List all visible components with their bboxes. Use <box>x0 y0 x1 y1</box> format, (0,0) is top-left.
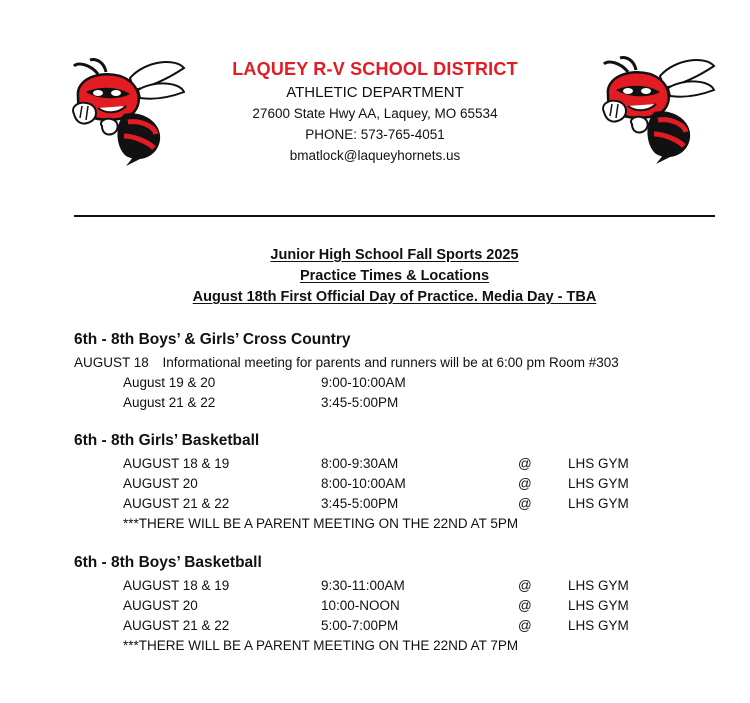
schedule-row <box>74 616 724 636</box>
info-date: AUGUST 18 <box>74 355 149 370</box>
title-line-1: Junior High School Fall Sports 2025 <box>270 247 519 263</box>
row-time: 8:00-10:00AM <box>321 476 406 491</box>
row-date: AUGUST 18 & 19 <box>123 578 230 593</box>
hornet-mascot-logo-left <box>68 56 188 166</box>
info-text: Informational meeting for parents and runners will be at 6:00 pm Room #303 <box>162 355 619 370</box>
row-date: AUGUST 18 & 19 <box>123 456 230 471</box>
schedule-row <box>74 474 724 494</box>
row-at: @ <box>518 598 532 613</box>
row-date: AUGUST 21 & 22 <box>123 618 230 633</box>
parent-meeting-note: ***THERE WILL BE A PARENT MEETING ON THE 22ND AT 7PM <box>123 638 519 653</box>
district-name: LAQUEY R-V SCHOOL DISTRICT <box>232 59 518 79</box>
header-divider <box>74 215 715 217</box>
row-time: 10:00-NOON <box>321 598 400 613</box>
section-title: 6th - 8th Boys’ Basketball <box>74 554 262 571</box>
row-date: August 19 & 20 <box>123 375 216 390</box>
section-title: 6th - 8th Boys’ & Girls’ Cross Country <box>74 331 351 348</box>
row-date: AUGUST 21 & 22 <box>123 496 230 511</box>
phone: PHONE: 573-765-4051 <box>305 127 445 142</box>
section-title: 6th - 8th Girls’ Basketball <box>74 432 260 449</box>
schedule-row <box>74 454 724 474</box>
schedule-row <box>74 393 724 413</box>
row-time: 9:00-10:00AM <box>321 375 406 390</box>
row-time: 5:00-7:00PM <box>321 618 399 633</box>
row-at: @ <box>518 456 532 471</box>
schedule-row <box>74 373 724 393</box>
row-date: AUGUST 20 <box>123 598 198 613</box>
row-at: @ <box>518 476 532 491</box>
row-location: LHS GYM <box>568 598 629 613</box>
parent-meeting-note: ***THERE WILL BE A PARENT MEETING ON THE 22ND AT 5PM <box>123 516 519 531</box>
section-girls-basketball <box>74 431 724 534</box>
row-location: LHS GYM <box>568 476 629 491</box>
row-time: 8:00-9:30AM <box>321 456 399 471</box>
row-date: AUGUST 20 <box>123 476 198 491</box>
schedule-row <box>74 576 724 596</box>
title-line-2: Practice Times & Locations <box>299 268 490 284</box>
row-at: @ <box>518 578 532 593</box>
email: bmatlock@laqueyhornets.us <box>289 148 461 163</box>
row-at: @ <box>518 618 532 633</box>
row-time: 3:45-5:00PM <box>321 496 399 511</box>
section-boys-basketball <box>74 553 724 656</box>
schedule-row <box>74 596 724 616</box>
department-name: ATHLETIC DEPARTMENT <box>286 84 464 101</box>
row-at: @ <box>518 496 532 511</box>
row-location: LHS GYM <box>568 618 629 633</box>
section-cross-country <box>74 330 724 413</box>
hornet-mascot-logo-right <box>598 54 718 164</box>
row-location: LHS GYM <box>568 578 629 593</box>
letterhead <box>175 58 575 166</box>
title-line-3: August 18th First Official Day of Practice. Media Day - TBA <box>192 289 597 305</box>
row-location: LHS GYM <box>568 456 629 471</box>
row-time: 3:45-5:00PM <box>321 395 399 410</box>
address: 27600 State Hwy AA, Laquey, MO 65534 <box>252 106 498 121</box>
document-titles <box>74 245 715 308</box>
row-time: 9:30-11:00AM <box>321 578 405 593</box>
row-location: LHS GYM <box>568 496 629 511</box>
row-date: August 21 & 22 <box>123 395 216 410</box>
schedule-row <box>74 494 724 514</box>
info-line <box>74 353 724 373</box>
